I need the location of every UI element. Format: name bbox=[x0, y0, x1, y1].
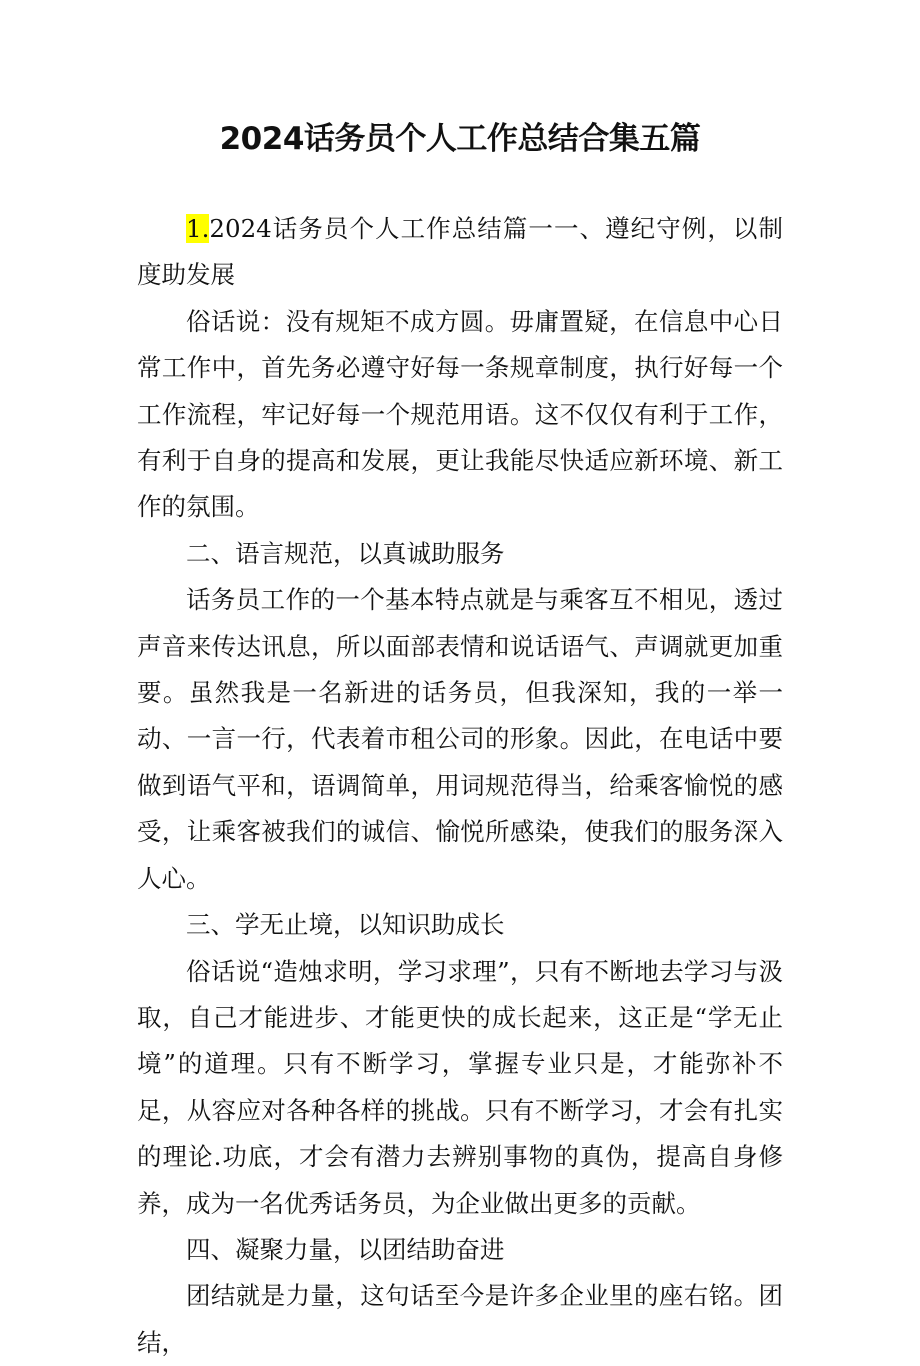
section-heading-1-text: 2024话务员个人工作总结篇一一、遵纪守例，以制度助发展 bbox=[137, 214, 783, 290]
paragraph-2: 话务员工作的一个基本特点就是与乘客互不相见，透过声音来传达讯息，所以面部表情和说话语气、声调就更加重要。虽然我是一名新进的话务员，但我深知，我的一举一动、一言一行，代表着市租公司的形象。因此，在电话中要做到语气平和，语调简单，用词规范得当，给乘客愉悦的感受，让乘客被我们的诚信、愉悦所感染，使我们的服务深入人心。 bbox=[137, 585, 783, 893]
section-heading-1 bbox=[137, 206, 783, 299]
section-heading-2: 二、语言规范，以真诚助服务 bbox=[186, 538, 505, 568]
paragraph-1: 俗话说：没有规矩不成方圆。毋庸置疑，在信息中心日常工作中，首先务必遵守好每一条规章制度，执行好每一个工作流程，牢记好每一个规范用语。这不仅仅有利于工作，有利于自身的提高和发展，更让我能尽快适应新环境、新工作的氛围。 bbox=[137, 306, 783, 522]
document-title: 2024话务员个人工作总结合集五篇 bbox=[219, 121, 701, 157]
paragraph-4: 团结就是力量，这句话至今是许多企业里的座右铭。团结， bbox=[137, 1281, 783, 1357]
highlighted-number: 1. bbox=[186, 214, 210, 243]
section-heading-4: 四、凝聚力量，以团结助奋进 bbox=[186, 1234, 505, 1264]
section-heading-3: 三、学无止境，以知识助成长 bbox=[186, 910, 505, 940]
paragraph-3: 俗话说“造烛求明，学习求理”，只有不断地去学习与汲取，自己才能进步、才能更快的成长起来，这正是“学无止境”的道理。只有不断学习，掌握专业只是，才能弥补不足，从容应对各种各样的挑战。只有不断学习，才会有扎实的理论.功底，才会有潜力去辨别事物的真伪，提高自身修养，成为一名优秀话务员，为企业做出更多的贡献。 bbox=[137, 956, 783, 1218]
document-body bbox=[137, 206, 783, 1366]
